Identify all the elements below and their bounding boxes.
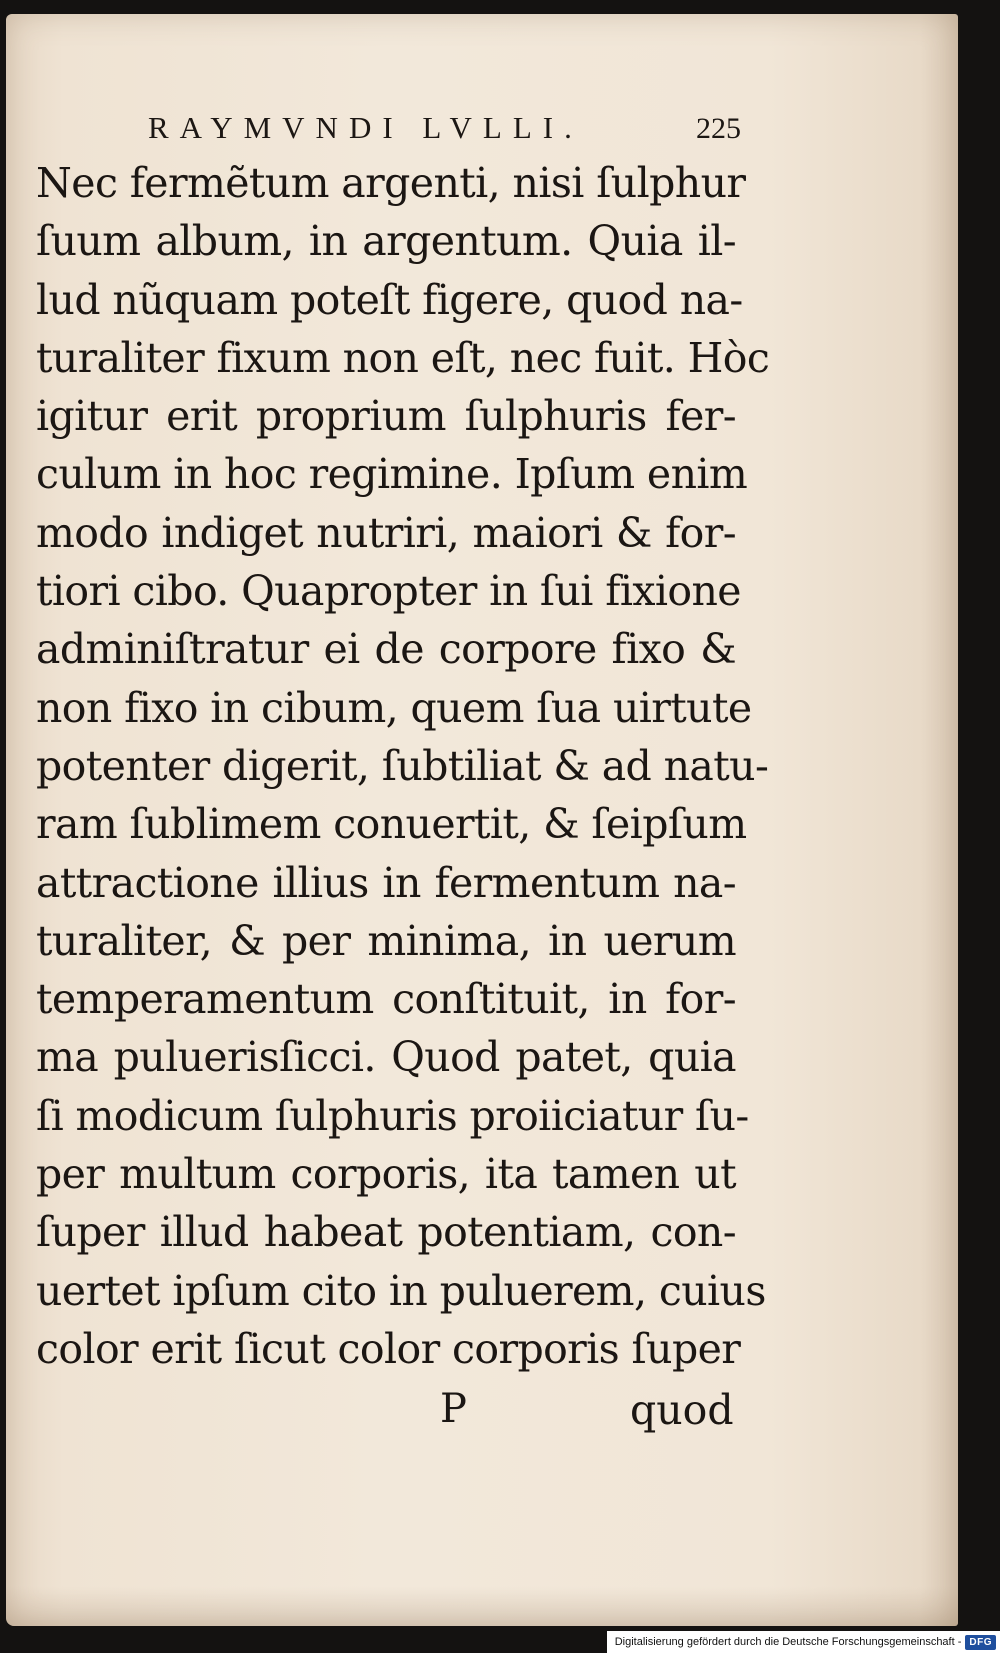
book-page bbox=[6, 14, 958, 1626]
text-line: attractione illius in fermentum na- bbox=[36, 858, 736, 907]
text-line: color erit ſicut color corporis ſuper bbox=[36, 1324, 741, 1373]
text-line: modo indiget nutriri, maiori & for- bbox=[36, 508, 736, 557]
text-line: Nec fermẽtum argenti, nisi ſulphur bbox=[36, 159, 746, 207]
text-line: potenter digerit, ſubtiliat & ad natu- bbox=[36, 741, 769, 790]
text-line: ſi modicum ſulphuris proiiciatur ſu- bbox=[36, 1091, 749, 1140]
text-line: non fixo in cibum, quem ſua uirtute bbox=[36, 683, 752, 732]
text-line: ſuper illud habeat potentiam, con- bbox=[36, 1208, 736, 1257]
dfg-logo: DFG bbox=[965, 1635, 996, 1650]
text-line: igitur erit proprium ſulphuris fer- bbox=[36, 392, 736, 441]
digitization-credit: Digitalisierung gefördert durch die Deutsche Forschungsgemeinschaft - bbox=[614, 1636, 962, 1648]
page-number: 225 bbox=[696, 112, 741, 145]
text-line: ſuum album, in argentum. Quia il- bbox=[36, 217, 736, 266]
digitization-credit-bar bbox=[607, 1631, 1000, 1653]
text-line: adminiſtratur ei de corpore fixo & bbox=[36, 625, 736, 674]
page-edge-shadow bbox=[6, 1586, 958, 1626]
running-head: RAYMVNDI LVLLI. bbox=[148, 110, 583, 145]
signature-mark: P bbox=[440, 1386, 467, 1432]
text-line: ma puluerisſicci. Quod patet, quia bbox=[36, 1033, 736, 1082]
text-line: temperamentum conſtituit, in for- bbox=[36, 975, 736, 1024]
text-line: turaliter, & per minima, in uerum bbox=[36, 916, 736, 965]
text-line: turaliter fixum non eſt, nec fuit. Hòc bbox=[36, 333, 770, 382]
catchword: quod bbox=[630, 1386, 734, 1434]
body-text bbox=[36, 154, 770, 1378]
text-line: tiori cibo. Quapropter in ſui fixione bbox=[36, 567, 741, 616]
text-line: per multum corporis, ita tamen ut bbox=[36, 1150, 736, 1199]
text-line: ram ſublimem conuertit, & ſeipſum bbox=[36, 800, 747, 849]
text-line: lud nũquam poteſt figere, quod na- bbox=[36, 275, 743, 324]
text-line: culum in hoc regimine. Ipſum enim bbox=[36, 450, 748, 499]
text-line: uertet ipſum cito in puluerem, cuius bbox=[36, 1266, 766, 1315]
